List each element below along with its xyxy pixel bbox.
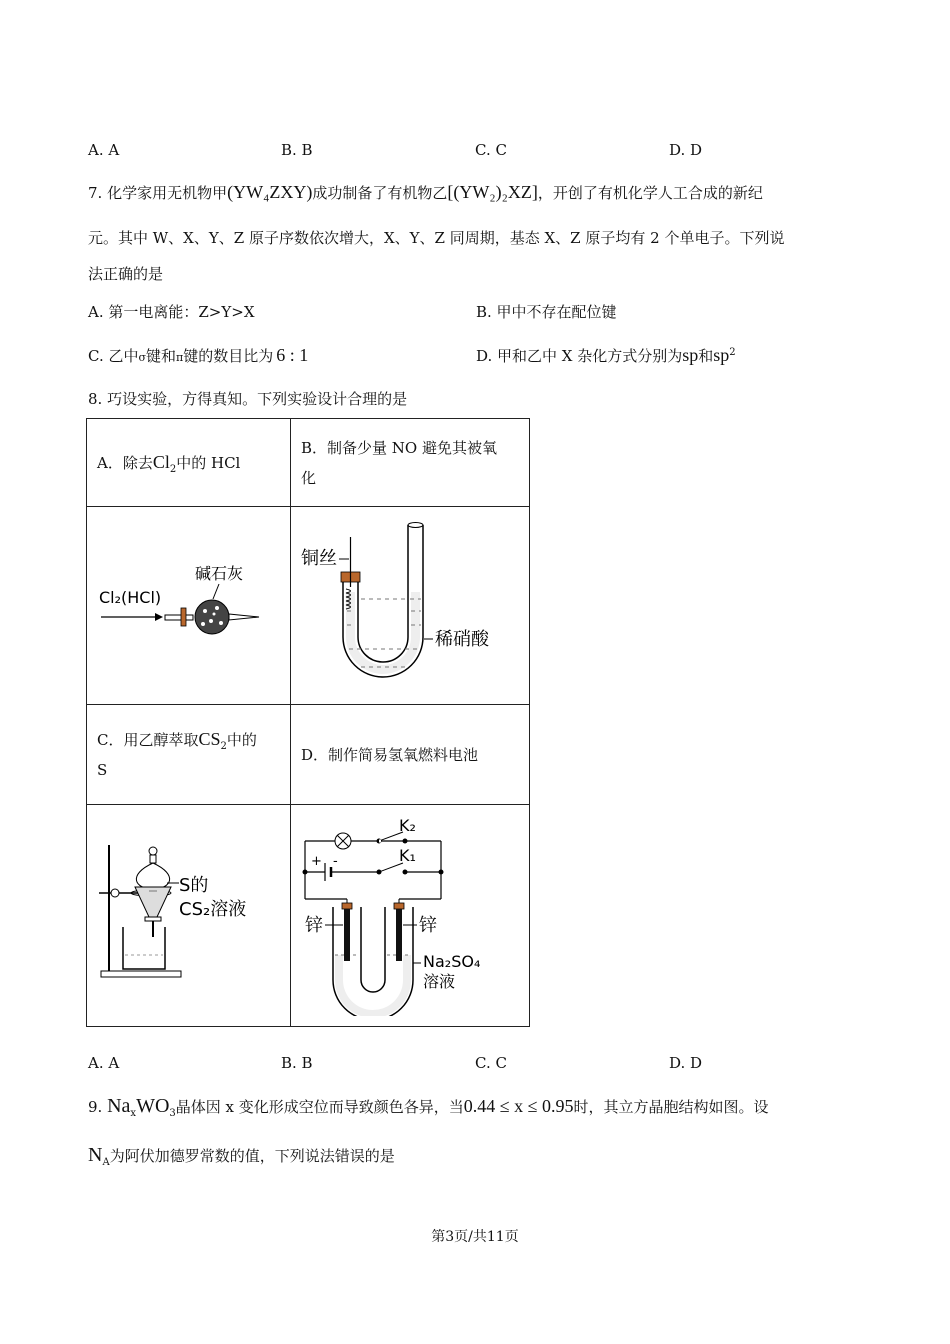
fig-b-dilute-nitric-acid-label: 稀硝酸 [435,629,489,650]
q6-options [88,141,888,161]
figure-d-fuel-cell [291,805,529,1016]
cell-b-title: B．制备少量 NO 避免其被氧 化 [291,419,530,507]
fig-c-sulfur-label: S的 [179,875,209,896]
fig-d-plus-sign: + [311,854,322,869]
q9-line2: $N_A$为阿伏加德罗常数的值，下列说法错误的是 [88,1144,395,1168]
cell-a-title: A．除去$Cl_2$中的 HCl [87,419,291,507]
fig-d-switch-k1-label: K₁ [399,846,416,865]
figure-b-cell [291,507,530,705]
q8-option-a: A. A [88,1054,120,1072]
fig-d-minus-sign: - [333,854,338,869]
fig-d-switch-k2-label: K₂ [399,816,416,835]
q6-option-c: C. C [475,141,507,159]
page-footer: 第3页/共11页 [431,1229,519,1245]
fig-b-copper-wire-label: 铜丝 [301,548,337,569]
fig-d-zinc-left-label: 锌 [305,915,323,936]
q8-stem: 8. 巧设实验，方得真知。下列实验设计合理的是 [88,390,408,408]
q7-option-b: B. 甲中不存在配位键 [476,303,617,321]
cell-c-title: C．用乙醇萃取$CS_2$中的 S [87,705,291,805]
fig-d-na2so4-label: Na₂SO₄ [423,952,481,971]
jia-formula: (YW₄ZXY) [227,182,313,202]
yi-formula: [(YW₂)₂XZ] [447,182,538,202]
q9-line1: 9. $Na_xWO_3$晶体因 x 变化形成空位而导致颜色各异，当0.44 ≤ x ≤ 0.95时，其立方晶胞结构如图。设 [88,1095,769,1119]
q8-option-d: D. D [669,1054,703,1072]
q8-experiment-table [86,418,530,1027]
q7-option-a: A. 第一电离能：Z>Y>X [88,303,255,321]
cell-d-title: D．制作简易氢氧燃料电池 [291,705,530,805]
q6-option-b: B. B [281,141,313,159]
q6-option-d: D. D [669,141,703,159]
q8-option-b: B. B [281,1054,313,1072]
fig-a-soda-lime-label: 碱石灰 [195,564,244,583]
q7-option-d: D. 甲和乙中 X 杂化方式分别为sp和$sp^2$ [476,345,736,365]
q7-line2: 元。其中 W、X、Y、Z 原子序数依次增大，X、Y、Z 同周期，基态 X、Z 原子均有 2 个单电子。下列说 [88,229,785,247]
figure-c-separatory-funnel [87,805,290,1016]
q8-option-c: C. C [475,1054,507,1072]
figure-d-cell [291,805,530,1027]
figure-b-u-tube [291,507,529,694]
q8-options [88,1054,888,1074]
q7-line3: 法正确的是 [88,265,164,283]
fig-d-zinc-right-label: 锌 [419,915,437,936]
q7-option-c: C. 乙中σ键和π键的数目比为 6 : 1 [88,345,309,365]
figure-a-cell [87,507,291,705]
figure-a-drying-tube [87,507,290,694]
figure-c-cell [87,805,291,1027]
q7-line1: 7. 化学家用无机物甲(YW₄ZXY)成功制备了有机物乙[(YW₂)₂XZ]，开创了有机化学人工合成的新纪 [88,182,763,202]
fig-d-solution-label: 溶液 [423,972,456,991]
fig-c-cs2-solution-label: CS₂溶液 [179,899,247,920]
q6-option-a: A. A [88,141,120,159]
fig-a-gas-label: Cl₂(HCl) [99,588,162,607]
